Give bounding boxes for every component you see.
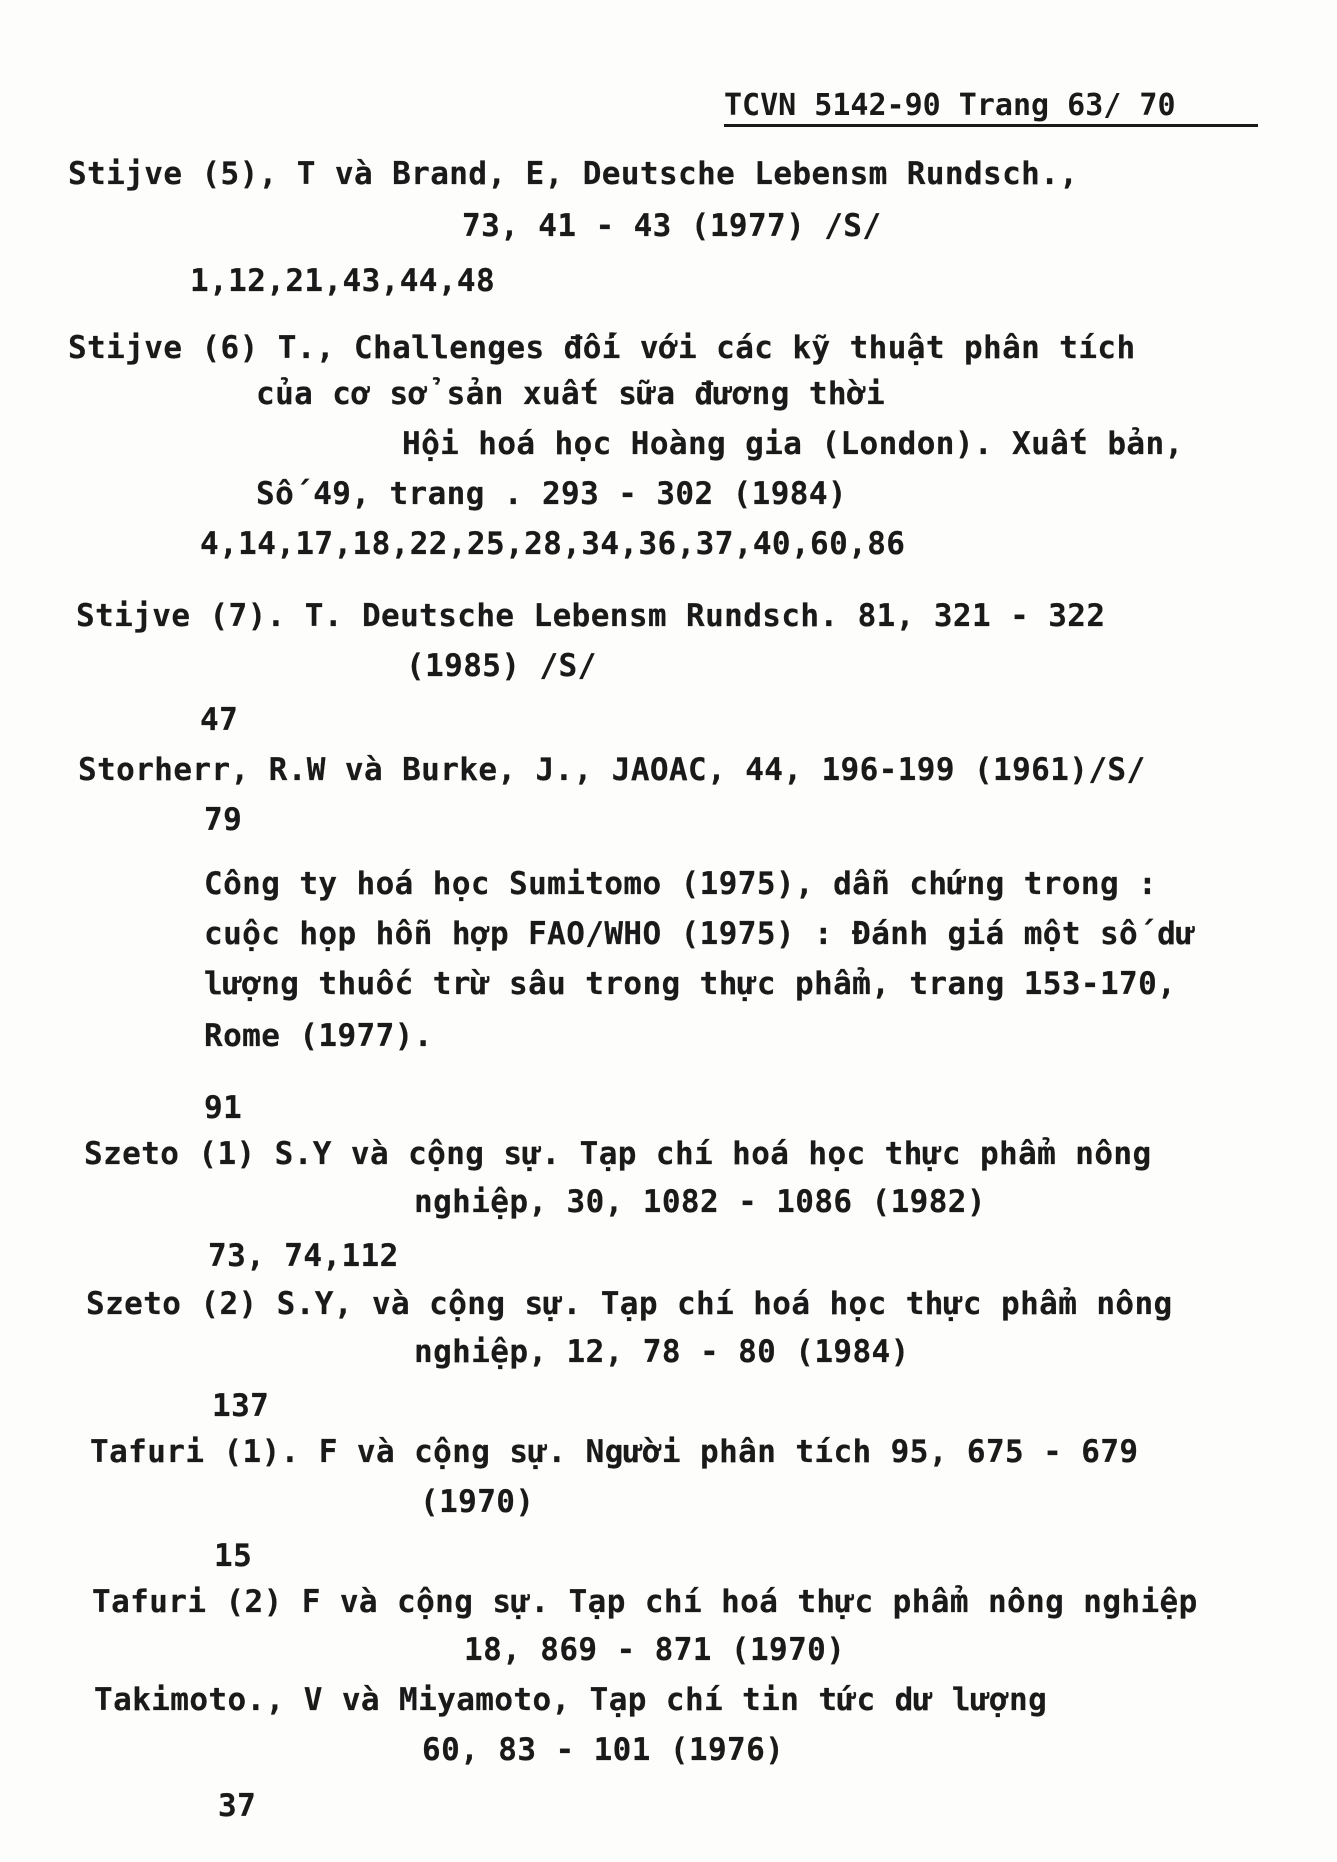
ref-line: Takimoto., V và Miyamoto, Tạp chí tin tức dư lượng <box>94 1682 1048 1718</box>
ref-line: Rome (1977). <box>204 1018 433 1054</box>
ref-line: 47 <box>200 702 239 738</box>
ref-line: của cơ sở sản xuất sữa đương thời <box>256 376 886 412</box>
ref-line: Stijve (7). T. Deutsche Lebensm Rundsch. 81, 321 - 322 <box>76 598 1106 634</box>
ref-line: (1970) <box>420 1484 535 1520</box>
ref-line: Stijve (5), T và Brand, E, Deutsche Lebensm Rundsch., <box>68 156 1079 192</box>
ref-line: 15 <box>214 1538 253 1574</box>
ref-line: 79 <box>204 802 243 838</box>
ref-line: lượng thuốc trừ sâu trong thực phẩm, trang 153-170, <box>204 966 1177 1002</box>
ref-line: (1985) /S/ <box>406 648 597 684</box>
ref-line: nghiệp, 12, 78 - 80 (1984) <box>414 1334 910 1370</box>
ref-line: 4,14,17,18,22,25,28,34,36,37,40,60,86 <box>200 526 906 562</box>
ref-line: 137 <box>212 1388 270 1424</box>
ref-line: 1,12,21,43,44,48 <box>190 263 496 299</box>
ref-line: nghiệp, 30, 1082 - 1086 (1982) <box>414 1184 986 1220</box>
ref-line: Tafuri (1). F và cộng sự. Người phân tích 95, 675 - 679 <box>90 1434 1139 1470</box>
ref-line: Công ty hoá học Sumitomo (1975), dẫn chứng trong : <box>204 866 1158 902</box>
ref-line: Stijve (6) T., Challenges đối với các kỹ thuật phân tích <box>68 330 1136 366</box>
header-underline <box>724 124 1258 127</box>
ref-line: Tafuri (2) F và cộng sự. Tạp chí hoá thực phẩm nông nghiệp <box>92 1584 1198 1620</box>
ref-line: Szeto (1) S.Y và cộng sự. Tạp chí hoá học thực phẩm nông <box>84 1136 1152 1172</box>
page-header: TCVN 5142-90 Trang 63/ 70 <box>724 88 1176 123</box>
ref-line: Storherr, R.W và Burke, J., JAOAC, 44, 196-199 (1961)/S/ <box>78 752 1146 788</box>
ref-line: Szeto (2) S.Y, và cộng sự. Tạp chí hoá học thực phẩm nông <box>86 1286 1173 1322</box>
ref-line: 37 <box>218 1788 257 1824</box>
ref-line: 91 <box>204 1090 243 1126</box>
ref-line: 60, 83 - 101 (1976) <box>422 1732 785 1768</box>
ref-line: 73, 74,112 <box>208 1238 399 1274</box>
ref-line: 73, 41 - 43 (1977) /S/ <box>462 208 882 244</box>
ref-line: 18, 869 - 871 (1970) <box>464 1632 846 1668</box>
ref-line: Hội hoá học Hoàng gia (London). Xuất bản, <box>402 426 1184 462</box>
ref-line: Số 49, trang . 293 - 302 (1984) <box>256 476 847 512</box>
ref-line: cuộc họp hỗn hợp FAO/WHO (1975) : Đánh giá một số dư <box>204 916 1196 952</box>
